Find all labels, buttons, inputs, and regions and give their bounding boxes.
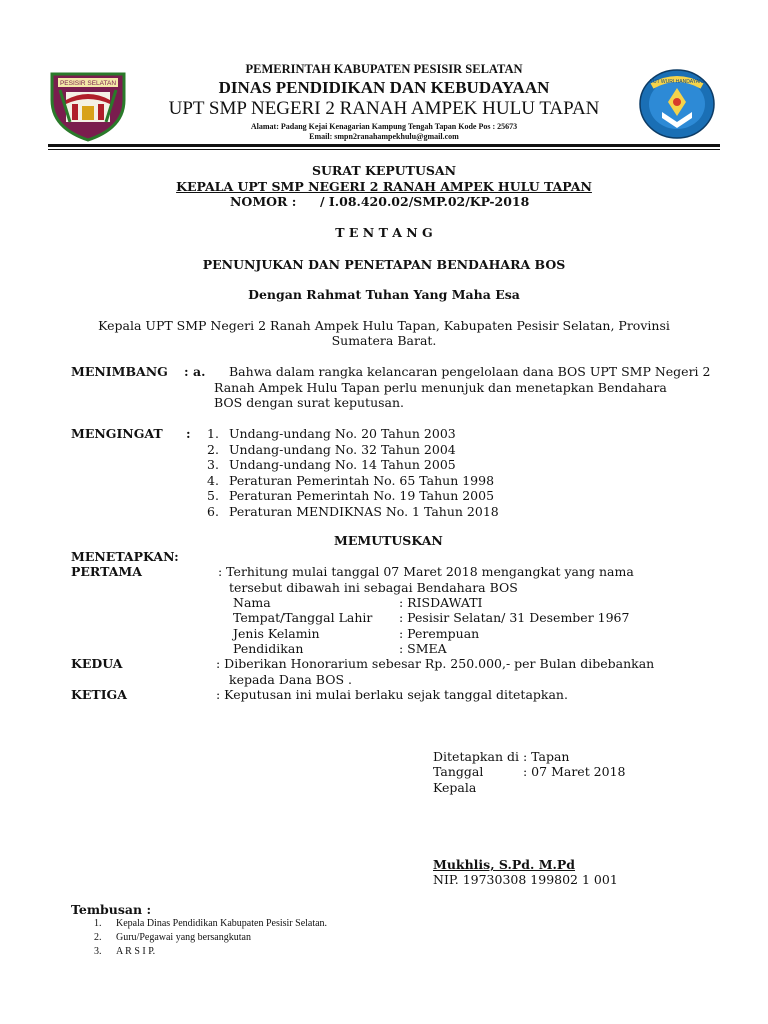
field-birth-value: : Pesisir Selatan/ 31 Desember 1967 bbox=[399, 610, 630, 625]
mengingat-label: MENGINGAT bbox=[71, 426, 163, 441]
field-gender-key: Jenis Kelamin bbox=[233, 626, 320, 641]
subject-heading: PENUNJUKAN DAN PENETAPAN BENDAHARA BOS bbox=[202, 257, 566, 272]
pertama-line-2: tersebut dibawah ini sebagai Bendahara BOS bbox=[229, 580, 518, 595]
list-item: 3. Undang-undang No. 14 Tahun 2005 bbox=[207, 457, 456, 472]
document-title: SURAT KEPUTUSAN bbox=[311, 163, 457, 178]
list-item: 2. Guru/Pegawai yang bersangkutan bbox=[94, 932, 251, 943]
preamble-line-1: Kepala UPT SMP Negeri 2 Ranah Ampek Hulu Tapan, Kabupaten Pesisir Selatan, Provinsi bbox=[98, 318, 670, 333]
kop-address: Alamat: Padang Kejai Kenagarian Kampung Tengah Tapan Kode Pos : 25673 bbox=[250, 122, 518, 131]
list-item: 6. Peraturan MENDIKNAS No. 1 Tahun 2018 bbox=[207, 503, 499, 519]
kedua-line-1: : Diberikan Honorarium sebesar Rp. 250.000,- per Bulan dibebankan bbox=[216, 656, 655, 671]
pertama-line-1: : Terhitung mulai tanggal 07 Maret 2018 mengangkat yang nama bbox=[218, 564, 634, 579]
field-gender-value: : Perempuan bbox=[399, 626, 480, 641]
tembusan-list bbox=[94, 918, 327, 960]
kop-department: DINAS PENDIDIKAN DAN KEBUDAYAAN bbox=[218, 78, 550, 97]
blessing-line: Dengan Rahmat Tuhan Yang Maha Esa bbox=[248, 287, 520, 302]
tanggal-value: : 07 Maret 2018 bbox=[523, 764, 626, 779]
list-item: 5. Peraturan Pemerintah No. 19 Tahun 2005 bbox=[207, 488, 495, 503]
logo-text: PESISIR SELATAN bbox=[59, 80, 117, 87]
field-name-value: : RISDAWATI bbox=[399, 595, 483, 610]
list-item: 2. Undang-undang No. 32 Tahun 2004 bbox=[207, 441, 456, 457]
mengingat-list bbox=[207, 426, 499, 519]
nomor-label: NOMOR : bbox=[230, 194, 297, 209]
logo-motto: TUT WURI HANDAYANI bbox=[649, 79, 705, 85]
menimbang-line-3: BOS dengan surat keputusan. bbox=[214, 395, 405, 410]
pertama-label: PERTAMA bbox=[71, 564, 142, 579]
menimbang-colon: : a. bbox=[184, 364, 206, 379]
field-name-key: Nama bbox=[233, 595, 271, 610]
kop-government: PEMERINTAH KABUPATEN PESISIR SELATAN bbox=[245, 62, 523, 76]
kedua-line-2: kepada Dana BOS . bbox=[229, 672, 352, 687]
kop-email: Email: smpn2ranahampekhulu@gmail.com bbox=[309, 132, 459, 141]
list-item: 4. Peraturan Pemerintah No. 65 Tahun 1998 bbox=[207, 472, 495, 488]
ketiga-line-1: : Keputusan ini mulai berlaku sejak tanggal ditetapkan. bbox=[216, 687, 568, 702]
mengingat-colon: : bbox=[186, 426, 191, 441]
document-subtitle: KEPALA UPT SMP NEGERI 2 RANAH AMPEK HULU TAPAN bbox=[176, 179, 592, 194]
tanggal-label: Tanggal bbox=[433, 764, 484, 779]
preamble-line-2: Sumatera Barat. bbox=[331, 333, 437, 348]
list-item: 3. A R S I P. bbox=[94, 946, 156, 957]
ditetapkan-di: Ditetapkan di : Tapan bbox=[433, 749, 570, 764]
list-item: 1. Undang-undang No. 20 Tahun 2003 bbox=[207, 426, 456, 441]
field-birth-key: Tempat/Tanggal Lahir bbox=[233, 610, 373, 625]
memutuskan-heading: MEMUTUSKAN bbox=[334, 533, 443, 548]
ketiga-label: KETIGA bbox=[71, 687, 127, 702]
menimbang-line-1: Bahwa dalam rangka kelancaran pengelolaan dana BOS UPT SMP Negeri 2 bbox=[229, 364, 711, 379]
list-item: 1. Kepala Dinas Pendidikan Kabupaten Pesisir Selatan. bbox=[94, 918, 328, 929]
kop-school: UPT SMP NEGERI 2 RANAH AMPEK HULU TAPAN bbox=[168, 98, 600, 119]
kedua-label: KEDUA bbox=[71, 656, 123, 671]
tentang-heading: T E N T A N G bbox=[335, 225, 433, 240]
menimbang-line-2: Ranah Ampek Hulu Tapan perlu menunjuk dan menetapkan Bendahara bbox=[214, 380, 667, 395]
letterhead-rule-thick bbox=[48, 144, 720, 147]
tembusan-label: Tembusan : bbox=[71, 902, 152, 917]
menimbang-label: MENIMBANG bbox=[71, 364, 168, 379]
signatory-name: Mukhlis, S.Pd. M.Pd bbox=[433, 857, 576, 872]
kepala-title: Kepala bbox=[433, 780, 477, 795]
letterhead-rule-thin bbox=[48, 149, 720, 150]
menetapkan-label: MENETAPKAN: bbox=[71, 549, 179, 564]
field-education-key: Pendidikan bbox=[233, 641, 304, 656]
nomor-value: / I.08.420.02/SMP.02/KP-2018 bbox=[320, 194, 530, 209]
field-education-value: : SMEA bbox=[399, 641, 447, 656]
signatory-nip: NIP. 19730308 199802 1 001 bbox=[433, 872, 618, 887]
